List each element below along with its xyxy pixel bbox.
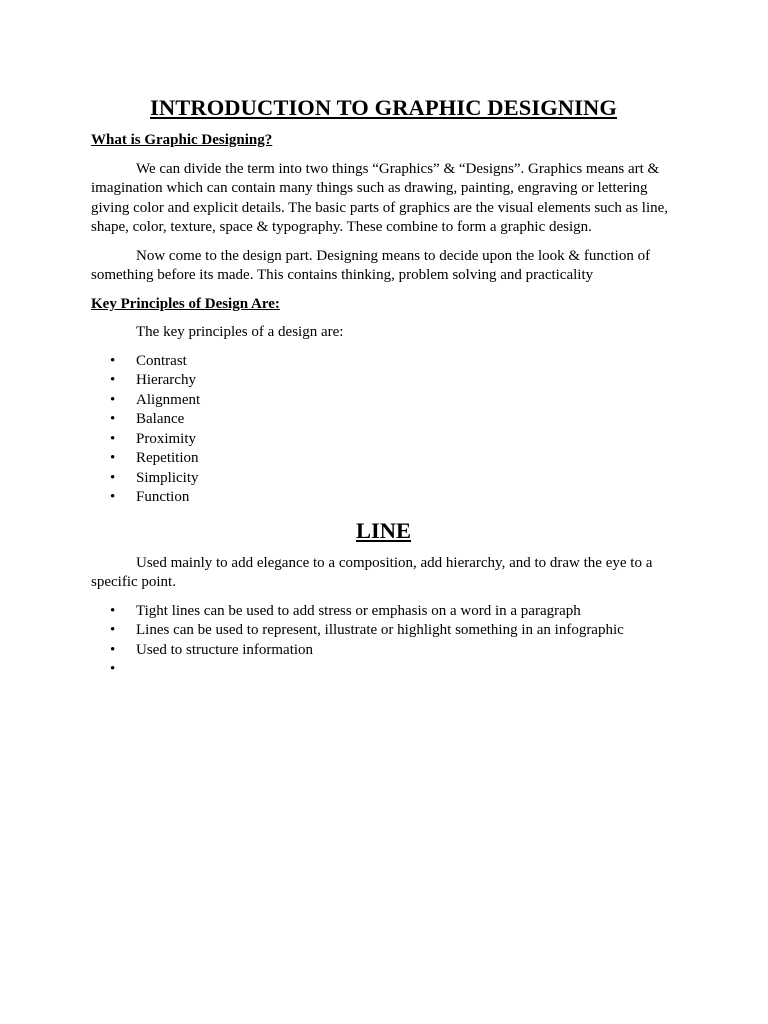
list-item-text: Used to structure information bbox=[136, 641, 314, 658]
paragraph-line-usage: Used mainly to add elegance to a composition, add hierarchy, and to draw the eye to a specific point. bbox=[91, 554, 653, 590]
list-item-text: Contrast bbox=[136, 352, 187, 369]
list-item bbox=[91, 449, 676, 469]
list-item bbox=[91, 488, 676, 508]
list-item-text: Tight lines can be used to add stress or emphasis on a word in a paragraph bbox=[136, 602, 581, 619]
section-heading-what-is: What is Graphic Designing? bbox=[91, 132, 273, 148]
bullet-icon: • bbox=[110, 622, 116, 638]
bullet-icon: • bbox=[110, 489, 116, 505]
list-item-text: Lines can be used to represent, illustrate or highlight something in an infographic bbox=[136, 622, 624, 638]
list-item bbox=[91, 410, 676, 430]
bullet-icon: • bbox=[110, 641, 116, 658]
list-item bbox=[91, 391, 676, 411]
list-item-text: Hierarchy bbox=[136, 372, 196, 388]
list-item-text: Balance bbox=[136, 411, 185, 427]
list-item bbox=[91, 430, 676, 450]
list-item-text: Simplicity bbox=[136, 469, 199, 486]
list-item bbox=[91, 602, 676, 622]
bullet-icon: • bbox=[110, 602, 116, 619]
list-item bbox=[91, 469, 676, 489]
list-item-text: Repetition bbox=[136, 450, 199, 466]
bullet-icon: • bbox=[110, 469, 116, 486]
list-item-text: Proximity bbox=[136, 430, 197, 447]
paragraph-principles-intro: The key principles of a design are: bbox=[136, 324, 344, 340]
paragraph-design-definition: Now come to the design part. Designing means to decide upon the look & function of something before its made. This contains thinking, problem solving and practicality bbox=[91, 247, 651, 283]
list-item-text: Function bbox=[136, 489, 190, 505]
bullet-icon: • bbox=[110, 372, 116, 388]
list-item-text: Alignment bbox=[136, 391, 201, 408]
line-uses-list bbox=[91, 602, 676, 680]
bullet-icon: • bbox=[110, 352, 116, 369]
bullet-icon: • bbox=[110, 411, 116, 427]
bullet-icon: • bbox=[110, 391, 116, 408]
paragraph-graphics-definition: We can divide the term into two things “Graphics” & “Designs”. Graphics means art & imagination which can contain many things such as drawing, painting, engraving or lettering giving color and explicit details. The basic parts of graphics are the visual elements such as line, shape, color, texture, space & typography. These combine to form a graphic design. bbox=[91, 160, 669, 235]
list-item bbox=[91, 621, 676, 641]
list-item bbox=[91, 660, 676, 680]
section-heading-key-principles: Key Principles of Design Are: bbox=[91, 295, 280, 312]
bullet-icon: • bbox=[110, 430, 116, 447]
list-item bbox=[91, 371, 676, 391]
list-item bbox=[91, 352, 676, 372]
document-title: INTRODUCTION TO GRAPHIC DESIGNING bbox=[150, 95, 617, 120]
principles-list bbox=[91, 352, 676, 508]
bullet-icon: • bbox=[110, 661, 116, 677]
section-heading-line: LINE bbox=[355, 517, 412, 543]
document-page bbox=[91, 94, 676, 689]
bullet-icon: • bbox=[110, 450, 116, 466]
list-item bbox=[91, 641, 676, 661]
